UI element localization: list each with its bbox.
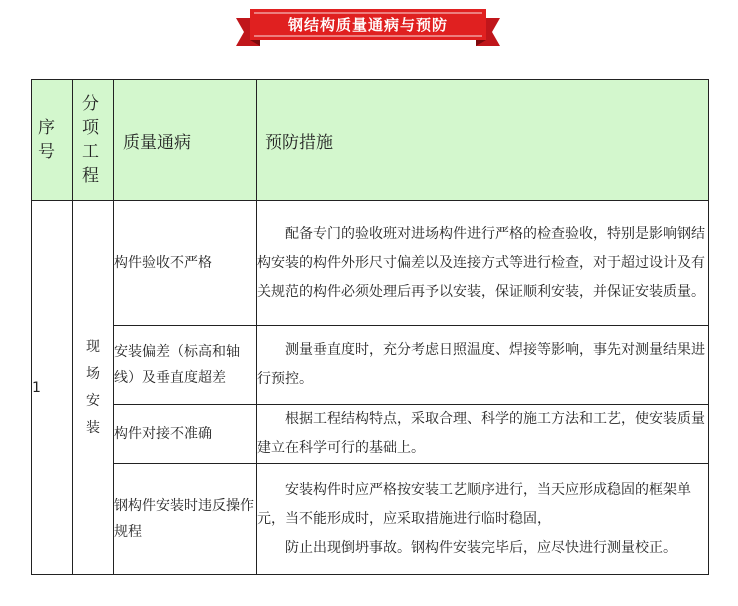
issue-cell: 钢构件安装时违反操作规程 <box>114 464 257 575</box>
header-category-char: 分 <box>82 94 99 114</box>
header-category <box>73 80 114 201</box>
measure-paragraph: 配备专门的验收班对进场构件进行严格的检查验收，特别是影响钢结构安装的构件外形尺寸偏差以及连接方式等进行检查，对于超过设计及有关规范的构件必须处理后再予以安装，保证顺利安装，并保证安装质量。 <box>257 225 705 300</box>
header-category-char: 工 <box>82 142 99 162</box>
measure-cell <box>257 405 709 464</box>
header-issue: 质量通病 <box>114 80 257 201</box>
title-banner <box>236 6 500 48</box>
issue-cell: 安装偏差（标高和轴线）及垂直度超差 <box>114 326 257 405</box>
table-header-row <box>32 80 709 201</box>
table-row <box>32 201 709 326</box>
measure-cell <box>257 464 709 575</box>
measure-cell <box>257 326 709 405</box>
category-char: 装 <box>86 419 100 436</box>
row-seq: 1 <box>32 201 73 575</box>
category-char: 安 <box>86 392 100 409</box>
issue-cell: 构件验收不严格 <box>114 201 257 326</box>
header-seq-char: 号 <box>38 142 55 162</box>
measure-paragraph: 安装构件时应严格按安装工艺顺序进行，当天应形成稳固的框架单元，当不能形成时，应采取措施进行临时稳固， <box>257 481 691 527</box>
measure-paragraph: 测量垂直度时，充分考虑日照温度、焊接等影响，事先对测量结果进行预控。 <box>257 342 705 387</box>
header-seq <box>32 80 73 201</box>
header-measure: 预防措施 <box>257 80 709 201</box>
issue-cell: 构件对接不准确 <box>114 405 257 464</box>
measure-paragraph: 根据工程结构特点，采取合理、科学的施工方法和工艺，使安装质量建立在科学可行的基础上。 <box>257 411 705 456</box>
measure-cell <box>257 201 709 326</box>
measure-paragraph: 防止出现倒坍事故。钢构件安装完毕后，应尽快进行测量校正。 <box>285 539 677 556</box>
header-category-char: 项 <box>82 118 99 138</box>
banner-title: 钢结构质量通病与预防 <box>287 16 448 34</box>
header-seq-char: 序 <box>38 118 55 138</box>
table-row <box>32 464 709 575</box>
table-row <box>32 326 709 405</box>
category-char: 场 <box>86 365 100 382</box>
table-row <box>32 405 709 464</box>
quality-issues-table <box>31 79 709 575</box>
header-category-char: 程 <box>82 166 99 186</box>
category-char: 现 <box>86 338 100 355</box>
row-category <box>73 201 114 575</box>
